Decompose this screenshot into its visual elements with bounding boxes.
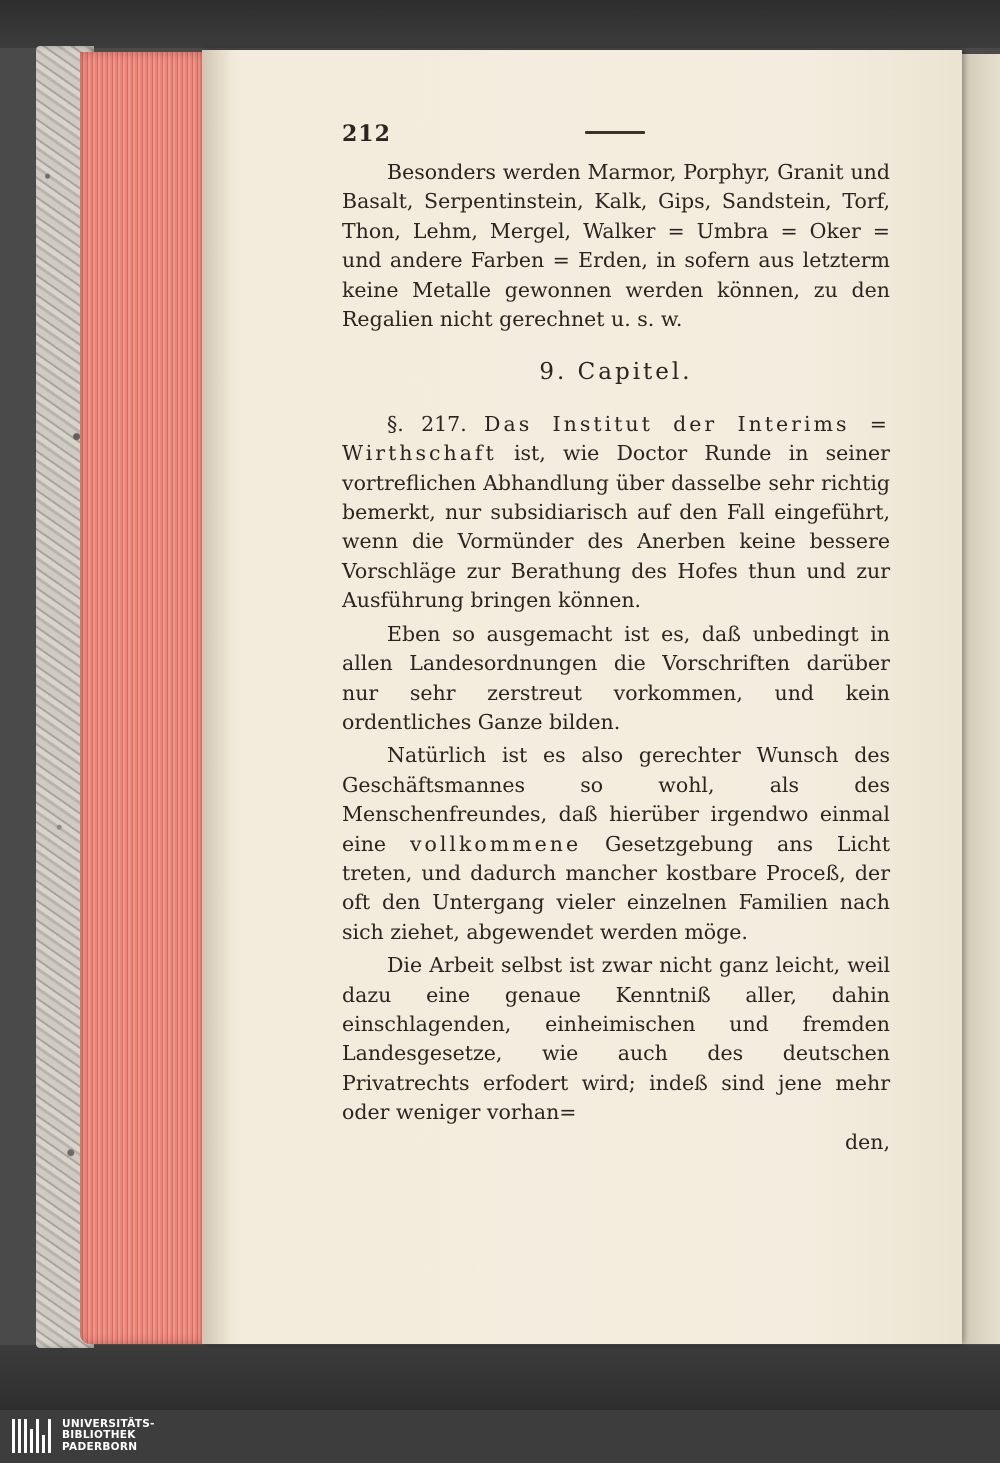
section-217-paragraph <box>342 410 890 616</box>
facing-page-edge <box>958 54 1000 1344</box>
red-page-edges <box>80 52 206 1344</box>
library-logo <box>12 1416 155 1456</box>
paragraph-3-start: Natürlich ist es also gerechter Wunsch des Geschäftsmannes so wohl, als des Menschenfreundes, daß hierüber irgendwo einmal eine <box>342 743 890 856</box>
page-number: 212 <box>342 121 391 147</box>
scan-backdrop-bottom <box>0 1345 1000 1410</box>
section-mark: §. 217. <box>387 411 467 436</box>
paragraph-3-end: Gesetzgebung ans Licht treten, und dadurch mancher kostbare Proceß, der oft den Untergang vieler einzelnen Familien nach sich ziehet, abgewendet werden möge. <box>342 831 890 944</box>
paragraph-3-spaced-word: vollkommene <box>409 831 582 856</box>
section-body: ist, wie Doctor Runde in seiner vortreflichen Abhandlung über dasselbe sehr richtig bemerkt, nur subsidiarisch auf den Fall eingeführt, wenn die Vormünder des Anerben keine bessere Vorschläge zur Berathung des Hofes thun und zur Ausführung bringen können. <box>342 441 890 613</box>
library-logo-line-1: UNIVERSITÄTS- <box>62 1417 155 1430</box>
catchword: den, <box>845 1129 890 1154</box>
library-logo-line-2: BIBLIOTHEK <box>62 1429 136 1442</box>
gutter-shadow <box>202 50 232 1344</box>
running-header <box>342 120 890 158</box>
paragraph-continuation: Besonders werden Marmor, Porphyr, Granit und Basalt, Serpentinstein, Kalk, Gips, Sandstein, Torf, Thon, Lehm, Mergel, Walker = Umbra = Oker = und andere Farben = Erden, in sofern aus letzterm keine Metalle gewonnen werden können, zu den Regalien nicht gerechnet u. s. w. <box>342 160 890 332</box>
library-logo-line-3: PADERBORN <box>62 1440 138 1453</box>
header-rule <box>585 131 645 134</box>
paragraph-3 <box>342 741 890 947</box>
library-logo-icon <box>12 1419 54 1453</box>
paragraph-4: Die Arbeit selbst ist zwar nicht ganz leicht, weil dazu eine genaue Kenntniß aller, dahin einschlagenden, einheimischen und fremden Landesgesetze, wie auch des deutschen Privatrechts erfodert wird; indeß sind jene mehr oder weniger vorhan= <box>342 953 890 1125</box>
page-text-block <box>342 120 890 1157</box>
chapter-heading: 9. Capitel. <box>539 359 693 386</box>
section-title: Das Institut der Interims = Wirthschaft <box>342 411 890 466</box>
scan-backdrop-top <box>0 0 1000 48</box>
library-logo-text <box>62 1419 155 1454</box>
paragraph-2: Eben so ausgemacht ist es, daß unbedingt in allen Landesordnungen die Vorschriften darüber nur sehr zerstreut vorkommen, und kein ordentliches Ganze bilden. <box>342 621 890 734</box>
